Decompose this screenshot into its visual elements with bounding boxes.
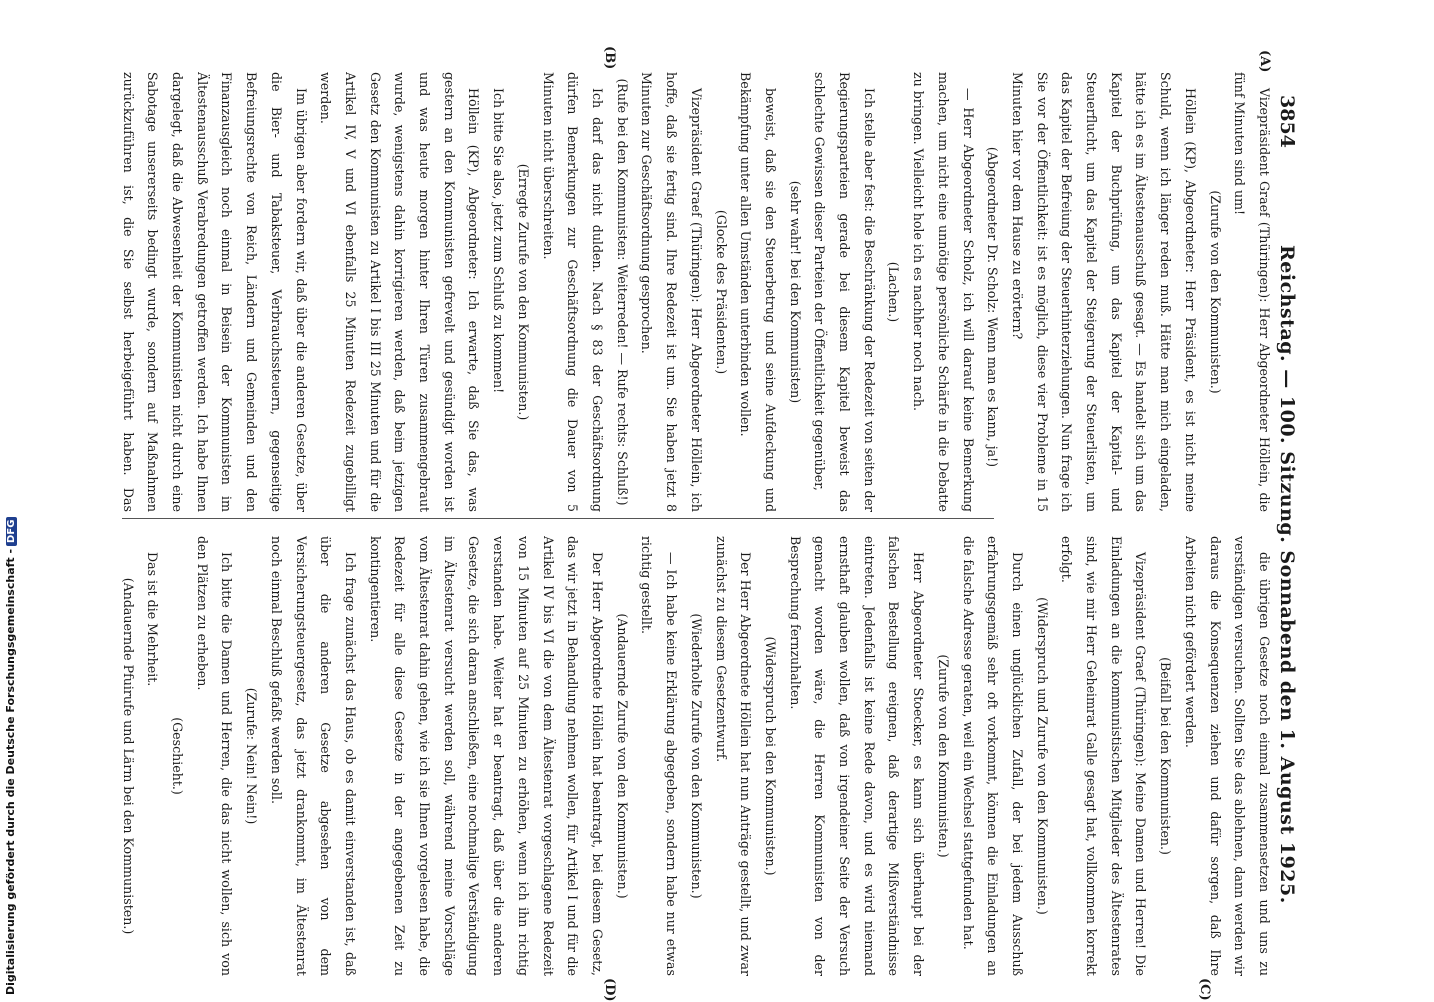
interjection: (Widerspruch bei den Kommunisten.) [762,636,778,876]
page-title: Reichstag. — 100. Sitzung. Sonnabend den 1. August 1925. [1276,245,1298,904]
interjection: (sehr wahr! bei den Kommunisten) [787,180,803,404]
interjection: (Abgeordneter Dr. Scholz: Wenn man es kann, ja!) [985,146,1001,468]
paragraph: Höllein (KP), Abgeordneter: Herr Präsident, es ist nicht meine Schuld, wenn ich länger reden muß. Hätte man mich eingeladen, hätte ich es im Ältestenausschuß gesagt. — Es handelt sich um das Kapitel der Buchprüfung, um das Kapitel der Kapital- und Steuerflucht, um das Kapitel der Steigerung der Steuerlisten, um das Kapitel der Befreiung der Steuerhinterziehungen. Nun frage ich Sie vor der Öffentlichkeit: ist es möglich, diese vier Probleme in 15 Minuten hier vor dem Hause zu erörtern? [1009,72,1198,512]
paragraph: Vizepräsident Graef (Thüringen): Herr Abgeordneter Höllein, ich hoffe, daß sie fertig sind. Ihre Redezeit ist um. Sie haben jetzt 8 Minuten zur Geschäftsordnung gesprochen. [639,72,704,512]
interjection: (Wiederholte Zurufe von den Kommunisten.) [688,613,704,899]
paragraph: Höllein (KP), Abgeordneter: Ich erwarte, daß Sie das, was gestern an den Kommunisten gefrevelt und gesündigt worden ist und was heute morgen hinter Ihren Türen zusammengebraut wurde, wenigstens dahin korrigieren werden, daß beim jetzigen Gesetz den Kommunisten zu Artikel I bis III 25 Minuten und für die Artikel IV, V und VI ebenfalls 25 Minuten Redezeit zugebilligt werden. [318,72,482,512]
document-page [102,0,1312,1000]
digitization-credit [4,517,17,995]
paragraph: Ich stelle aber fest: die Beschränkung der Redezeit von seiten der Regierungsparteien gerade bei diesem Kapitel beweist das schlechte Gewissen dieser Parteien der Öffentlichkeit gegenüber, [812,72,877,512]
paragraph: Durch einen unglücklichen Zufall, der bei jedem Ausschuß erfahrungsgemäß sehr oft vorkommt, können die Einladungen an die falsche Adresse geraten, weil ein Wechsel stattgefunden hat. [960,536,1025,976]
interjection: (Widerspruch und Zurufe von den Kommunisten.) [1034,597,1050,915]
paragraph: — Herr Abgeordneter Scholz, ich will darauf keine Bemerkung machen, um nicht eine unnötige persönliche Schärfe in die Debatte zu bringen. Vielleicht hole ich es nachher noch nach. [911,72,976,512]
interjection: (Zurufe von den Kommunisten.) [935,654,951,858]
paragraph: Der Herr Abgeordnete Höllein hat beantragt, bei diesem Gesetz, das wir jetzt in Behandlung nehmen wollen, für Artikel I und für die Artikel IV bis VI die von dem Ältestenrat vorgeschlagene Redezeit von 15 Minuten auf 25 Minuten zu erhöhen, wenn ich ihn richtig verstanden habe. Weiter hat er beantragt, daß über die anderen Gesetze, die sich daran anschließen, eine nochmalige Verständigung im Ältestenrat versucht werden soll, während meine Vorschläge vom Ältestenrat dahin gehen, wie ich sie Ihnen vorgelesen habe, die Redezeit für alle diese Gesetze in der angegebenen Zeit zu kontingentieren. [367,536,606,976]
paragraph: Ich bitte Sie also, jetzt zum Schluß zu kommen! [491,88,507,394]
interjection: (Geschieht.) [170,717,186,795]
interjection: (Andauernde Zurufe von den Kommunisten.) [614,613,630,899]
interjection: (Andauernde Pfuirufe und Lärm bei den Kommunisten.) [120,577,136,935]
dfg-logo-icon: DFG [6,517,17,546]
paragraph: Im übrigen aber fordern wir, daß über die anderen Gesetze, über die Bier- und Tabaksteuer, Verbrauchssteuern, gegenseitige Befreiungsrechte von Reich, Ländern und Gemeinden und den Finanzausgleich noch einmal in Beisein der Kommunisten im Ältestenausschuß Verabredungen getroffen werden. Ich habe Ihnen dargelegt, daß die Abwesenheit der Kommunisten nicht durch eine Sabotage unsererseits bedingt wurde, sondern auf Maßnahmen zurückzuführen ist, die Sie selbst herbeigeführt haben. Das [120,72,309,512]
interjection: (Beifall bei den Kommunisten.) [1158,657,1174,855]
paragraph: — Ich habe keine Erklärung abgegeben, sondern habe nur etwas richtig gestellt. [639,536,680,976]
column-divider [122,518,994,519]
paragraph: Ich darf das nicht dulden. Nach § 83 der Geschäftsordnung dürfen Bemerkungen zur Geschäftsordnung die Dauer von 5 Minuten nicht überschreiten. [540,72,606,512]
interjection: (Lachen.) [886,261,902,323]
margin-mark-a: (A) [1257,50,1272,73]
paragraph: Der Herr Abgeordnete Höllein hat nun Anträge gestellt, und zwar zunächst zu diesem Gesetzentwurf. [713,536,754,976]
margin-mark-c: (C) [1197,978,1212,1001]
paragraph: Herr Abgeordneter Stoecker, es kann sich überhaupt bei der falschen Bestellung ereignen, daß derartige Mißverständnisse eintreten. Jedenfalls ist keine Rede davon, und es wird niemand ernsthaft glauben wollen, daß von irgendeiner Seite der Versuch gemacht worden wäre, die Herren Kommunisten von der Besprechung fernzuhalten. [787,536,927,976]
interjection: (Rufe bei den Kommunisten: Weiterreden! — Rufe rechts: Schluß!) [614,78,630,506]
credit-text: Digitalisierung gefördert durch die Deutsche Forschungsgemeinschaft - [4,548,17,995]
page-number: 3854 [1276,95,1298,148]
paragraph: Ich frage zunächst das Haus, ob es damit einverstanden ist, daß über die anderen Gesetze abgesehen von dem Versicherungsteuergesetz, das jetzt drankommt, im Ältestenrat noch einmal Beschluß gefaßt werden soll. [268,536,358,976]
interjection: (Zurufe: Nein! Nein!) [244,687,260,825]
paragraph: die übrigen Gesetze noch einmal zusammensetzen und uns zu verständigen versuchen. Sollten Sie das ablehnen, dann werden wir daraus die Konsequenzen ziehen und dafür sorgen, daß Ihre Arbeiten nicht gefördert werden. [1182,536,1272,976]
interjection: (Erregte Zurufe von den Kommunisten.) [515,163,531,421]
paragraph: beweist, daß sie den Steuerbetrug und seine Aufdeckung und Bekämpfung unter allen Umständen unterbinden wollen. [738,72,778,512]
paragraph: Vizepräsident Graef (Thüringen): Herr Abgeordneter Höllein, die fünf Minuten sind um! [1232,72,1272,512]
interjection: (Zurufe von den Kommunisten.) [1207,190,1223,394]
left-column [116,72,1276,512]
paragraph: Vizepräsident Graef (Thüringen): Meine Damen und Herren! Die Einladungen an die kommunistischen Mitglieder des Ältestenrates sind, wie mir Herr Geheimrat Galle gesagt hat, vollkommen korrekt erfolgt. [1059,536,1149,976]
interjection: (Glocke des Präsidenten.) [713,209,729,375]
paragraph: Ich bitte die Damen und Herren, die das nicht wollen, sich von den Plätzen zu erheben. [194,536,235,976]
paragraph: Das ist die Mehrheit. [145,552,161,687]
margin-mark-d: (D) [602,978,617,1002]
margin-mark-b: (B) [602,46,617,70]
right-column [116,536,1276,976]
